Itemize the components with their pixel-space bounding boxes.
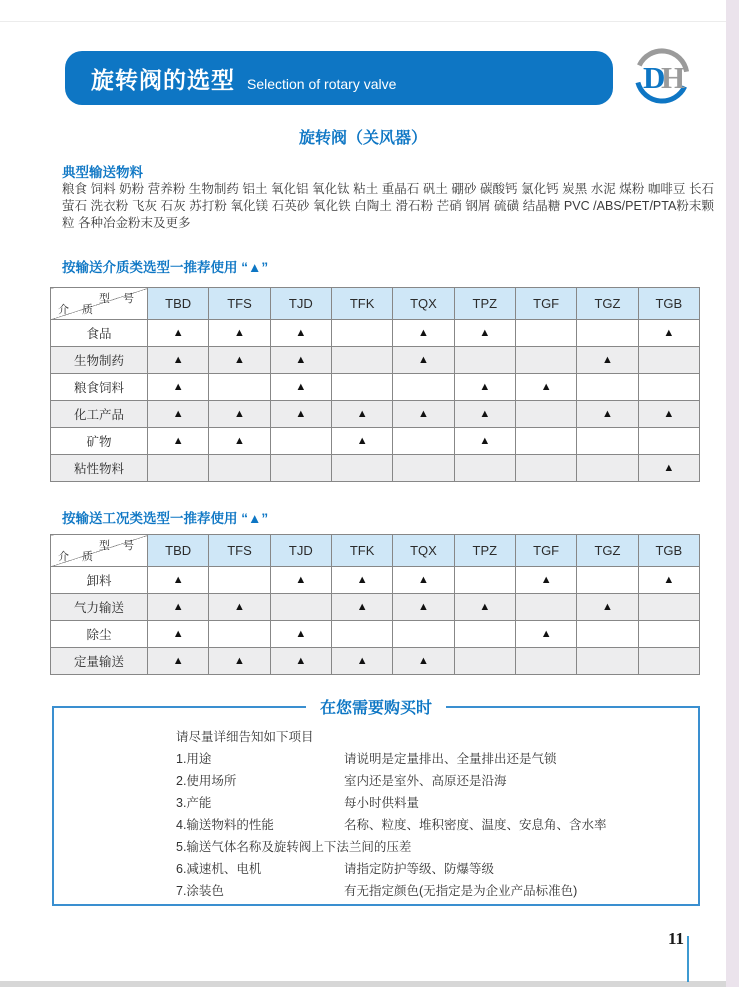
recommend-mark-cell: ▲ — [454, 594, 515, 621]
model-header: TPZ — [454, 288, 515, 320]
purchase-items — [176, 748, 682, 902]
empty-cell — [454, 621, 515, 648]
recommend-mark-cell: ▲ — [209, 320, 270, 347]
recommend-mark-cell: ▲ — [638, 401, 699, 428]
recommend-mark-cell: ▲ — [393, 648, 454, 675]
table-row — [51, 621, 700, 648]
corner-cell — [51, 535, 148, 567]
empty-cell — [577, 455, 638, 482]
recommend-mark-cell: ▲ — [148, 621, 209, 648]
table-row — [51, 374, 700, 401]
recommend-mark-cell: ▲ — [148, 347, 209, 374]
model-header: TPZ — [454, 535, 515, 567]
recommend-mark-cell: ▲ — [331, 648, 392, 675]
medium-label: 生物制药 — [51, 347, 148, 374]
table-row — [51, 347, 700, 374]
table-row — [51, 567, 700, 594]
empty-cell — [638, 374, 699, 401]
recommend-mark-cell: ▲ — [515, 567, 576, 594]
empty-cell — [577, 567, 638, 594]
model-header: TGZ — [577, 288, 638, 320]
purchase-item-desc: 请说明是定量排出、全量排出还是气锁 — [344, 752, 557, 766]
purchase-item-label: 6.减速机、电机 — [176, 862, 262, 876]
purchase-item — [176, 770, 682, 792]
recommend-mark-cell: ▲ — [148, 374, 209, 401]
recommend-mark-cell: ▲ — [270, 648, 331, 675]
recommend-mark-cell: ▲ — [331, 594, 392, 621]
empty-cell — [577, 374, 638, 401]
model-header: TFS — [209, 535, 270, 567]
materials-list: 粮食 饲料 奶粉 营养粉 生物制药 铝土 氧化铝 氧化钛 粘土 重晶石 矾土 硼砂 碳酸钙 氯化钙 炭黑 水泥 煤粉 咖啡豆 长石 萤石 洗衣粉 飞灰 石灰 苏打粉 氧化镁 石英砂 氧化铁 白陶土 滑石粉 芒硝 钢屑 硫磺 结晶糖 PVC /ABS/PET/PTA粉末颗粒 各种冶金粉末及更多 — [62, 182, 714, 230]
recommend-mark-cell: ▲ — [577, 347, 638, 374]
model-header: TBD — [148, 535, 209, 567]
model-header: TGF — [515, 288, 576, 320]
header-banner — [65, 51, 613, 105]
recommend-mark-cell: ▲ — [209, 347, 270, 374]
purchase-item — [176, 836, 682, 858]
table-row — [51, 455, 700, 482]
table-header-row — [51, 288, 700, 320]
empty-cell — [331, 621, 392, 648]
empty-cell — [393, 455, 454, 482]
model-header: TGZ — [577, 535, 638, 567]
model-header: TFK — [331, 288, 392, 320]
empty-cell — [638, 648, 699, 675]
model-header: TGB — [638, 288, 699, 320]
purchase-item — [176, 814, 682, 836]
purchase-intro: 请尽量详细告知如下项目 — [176, 730, 314, 744]
recommend-mark-cell: ▲ — [515, 374, 576, 401]
purchase-box-title: 在您需要购买时 — [319, 700, 432, 717]
recommend-mark-cell: ▲ — [209, 401, 270, 428]
model-header: TGB — [638, 535, 699, 567]
table-row — [51, 401, 700, 428]
empty-cell — [454, 567, 515, 594]
empty-cell — [577, 428, 638, 455]
empty-cell — [515, 401, 576, 428]
medium-label: 气力输送 — [51, 594, 148, 621]
purchase-item-label: 5.输送气体名称及旋转阀上下法兰间的压差 — [176, 840, 412, 854]
model-header: TFS — [209, 288, 270, 320]
recommend-mark-cell: ▲ — [638, 320, 699, 347]
purchase-item-label: 3.产能 — [176, 796, 212, 810]
medium-label: 定量输送 — [51, 648, 148, 675]
recommend-mark-cell: ▲ — [270, 374, 331, 401]
empty-cell — [331, 455, 392, 482]
recommend-mark-cell: ▲ — [331, 567, 392, 594]
purchase-item-desc: 室内还是室外、高原还是沿海 — [344, 774, 507, 788]
purchase-item — [176, 858, 682, 880]
empty-cell — [638, 347, 699, 374]
recommend-mark-cell: ▲ — [270, 320, 331, 347]
recommend-mark-cell: ▲ — [209, 428, 270, 455]
table-header-row — [51, 535, 700, 567]
recommend-mark-cell: ▲ — [515, 621, 576, 648]
recommend-mark-cell: ▲ — [454, 374, 515, 401]
table2-heading: 按输送工况类选型一推荐使用 “▲” — [62, 511, 269, 526]
table-row — [51, 320, 700, 347]
empty-cell — [638, 428, 699, 455]
corner-label-model: 型 号 — [98, 293, 139, 305]
empty-cell — [209, 567, 270, 594]
recommend-mark-cell: ▲ — [454, 428, 515, 455]
empty-cell — [331, 320, 392, 347]
empty-cell — [515, 428, 576, 455]
materials-heading: 典型输送物料 — [62, 165, 143, 180]
recommend-mark-cell: ▲ — [270, 347, 331, 374]
page-title: 旋转阀（关风器） — [298, 130, 427, 147]
recommend-mark-cell: ▲ — [393, 320, 454, 347]
selection-table-by-medium — [50, 287, 700, 482]
purchase-item-label: 7.涂装色 — [176, 884, 224, 898]
recommend-mark-cell: ▲ — [454, 320, 515, 347]
recommend-mark-cell: ▲ — [148, 320, 209, 347]
recommend-mark-cell: ▲ — [270, 621, 331, 648]
empty-cell — [515, 320, 576, 347]
recommend-mark-cell: ▲ — [577, 594, 638, 621]
purchase-item — [176, 880, 682, 902]
empty-cell — [515, 347, 576, 374]
page-edge-bottom — [0, 981, 726, 987]
medium-label: 除尘 — [51, 621, 148, 648]
empty-cell — [638, 594, 699, 621]
medium-label: 粮食饲料 — [51, 374, 148, 401]
purchase-item-desc: 有无指定颜色(无指定是为企业产品标准色) — [344, 884, 578, 898]
empty-cell — [515, 594, 576, 621]
empty-cell — [515, 455, 576, 482]
recommend-mark-cell: ▲ — [148, 648, 209, 675]
empty-cell — [515, 648, 576, 675]
recommend-mark-cell: ▲ — [148, 401, 209, 428]
model-header: TJD — [270, 535, 331, 567]
medium-label: 矿物 — [51, 428, 148, 455]
recommend-mark-cell: ▲ — [209, 594, 270, 621]
table-row — [51, 648, 700, 675]
model-header: TQX — [393, 535, 454, 567]
table1-heading: 按输送介质类选型一推荐使用 “▲” — [62, 260, 269, 275]
recommend-mark-cell: ▲ — [393, 594, 454, 621]
table-row — [51, 428, 700, 455]
purchase-item-desc: 名称、粒度、堆积密度、温度、安息角、含水率 — [344, 818, 607, 832]
recommend-mark-cell: ▲ — [577, 401, 638, 428]
empty-cell — [454, 347, 515, 374]
purchase-box-content — [54, 718, 698, 902]
selection-table-by-condition — [50, 534, 700, 675]
empty-cell — [331, 374, 392, 401]
recommend-mark-cell: ▲ — [454, 401, 515, 428]
purchase-item-desc: 请指定防护等级、防爆等级 — [344, 862, 495, 876]
logo-letter-d: D — [643, 60, 666, 95]
empty-cell — [454, 455, 515, 482]
empty-cell — [577, 648, 638, 675]
empty-cell — [209, 455, 270, 482]
recommend-mark-cell: ▲ — [393, 401, 454, 428]
recommend-mark-cell: ▲ — [148, 567, 209, 594]
medium-label: 化工产品 — [51, 401, 148, 428]
recommend-mark-cell: ▲ — [393, 347, 454, 374]
corner-label-medium: 介 质 — [58, 304, 99, 316]
purchase-item-desc: 每小时供料量 — [344, 796, 420, 810]
recommend-mark-cell: ▲ — [148, 594, 209, 621]
page-number-rule — [687, 936, 689, 982]
purchase-item-label: 2.使用场所 — [176, 774, 237, 788]
corner-cell — [51, 288, 148, 320]
recommend-mark-cell: ▲ — [209, 648, 270, 675]
empty-cell — [270, 594, 331, 621]
empty-cell — [577, 320, 638, 347]
model-header: TFK — [331, 535, 392, 567]
dh-logo-icon — [632, 46, 692, 106]
empty-cell — [209, 374, 270, 401]
empty-cell — [393, 621, 454, 648]
model-header: TBD — [148, 288, 209, 320]
empty-cell — [638, 621, 699, 648]
logo-letter-h: H — [661, 60, 686, 95]
empty-cell — [454, 648, 515, 675]
empty-cell — [393, 374, 454, 401]
recommend-mark-cell: ▲ — [638, 567, 699, 594]
model-header: TGF — [515, 535, 576, 567]
purchase-item — [176, 748, 682, 770]
recommend-mark-cell: ▲ — [270, 567, 331, 594]
medium-label: 粘性物料 — [51, 455, 148, 482]
empty-cell — [331, 347, 392, 374]
medium-label: 食品 — [51, 320, 148, 347]
purchase-item — [176, 792, 682, 814]
empty-cell — [577, 621, 638, 648]
purchase-item-label: 4.输送物料的性能 — [176, 818, 274, 832]
page-edge-right — [726, 0, 739, 987]
recommend-mark-cell: ▲ — [331, 401, 392, 428]
model-header: TJD — [270, 288, 331, 320]
purchase-item-label: 1.用途 — [176, 752, 212, 766]
top-divider — [0, 21, 726, 22]
purchase-info-box — [52, 695, 700, 906]
empty-cell — [148, 455, 209, 482]
empty-cell — [393, 428, 454, 455]
recommend-mark-cell: ▲ — [331, 428, 392, 455]
recommend-mark-cell: ▲ — [270, 401, 331, 428]
corner-label-medium: 介 质 — [58, 551, 99, 563]
empty-cell — [270, 428, 331, 455]
empty-cell — [270, 455, 331, 482]
banner-title-zh: 旋转阀的选型 — [91, 66, 235, 93]
model-header: TQX — [393, 288, 454, 320]
corner-label-model: 型 号 — [98, 540, 139, 552]
table-row — [51, 594, 700, 621]
page-number: 11 — [667, 929, 684, 948]
medium-label: 卸料 — [51, 567, 148, 594]
recommend-mark-cell: ▲ — [638, 455, 699, 482]
recommend-mark-cell: ▲ — [148, 428, 209, 455]
empty-cell — [209, 621, 270, 648]
banner-title-en: Selection of rotary valve — [247, 76, 397, 92]
recommend-mark-cell: ▲ — [393, 567, 454, 594]
